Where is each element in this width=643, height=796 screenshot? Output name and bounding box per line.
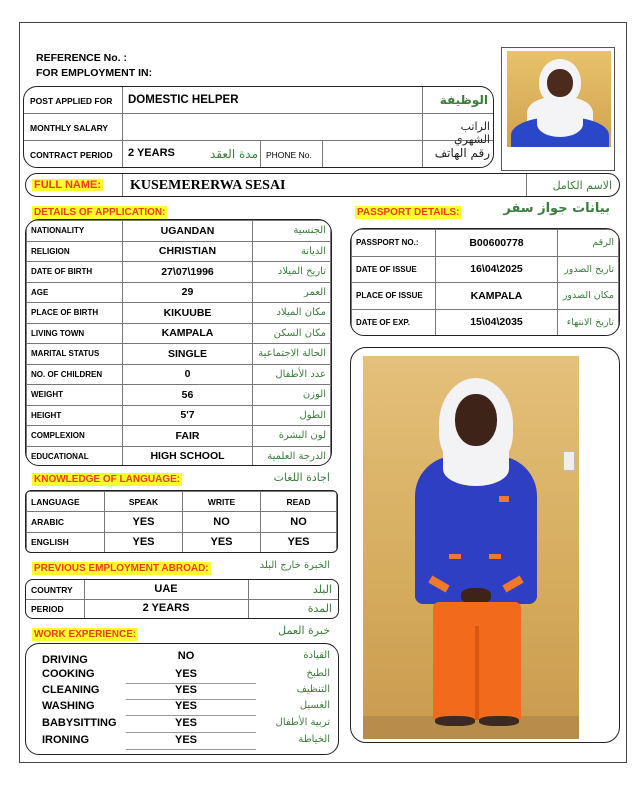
work-row-value: YES bbox=[174, 717, 197, 729]
period-value: 2 YEARS bbox=[142, 602, 190, 614]
application-form bbox=[19, 22, 627, 763]
passport-row-value: KAMPALA bbox=[436, 283, 558, 310]
application-row-label: LIVING TOWN bbox=[27, 323, 123, 344]
salary-ar: الراتب الشهري bbox=[454, 120, 490, 146]
language-write-cell: NO bbox=[183, 512, 261, 533]
full-photo bbox=[363, 356, 579, 739]
work-row-label: BABYSITTING bbox=[42, 717, 117, 729]
work-row-value: NO bbox=[177, 650, 195, 662]
application-row-value: KIKUUBE bbox=[123, 303, 253, 324]
language-speak-cell: YES bbox=[105, 512, 183, 533]
application-row-label: EDUCATIONAL bbox=[27, 446, 123, 466]
language-read-cell: YES bbox=[261, 532, 337, 553]
work-row-label: COOKING bbox=[42, 668, 95, 680]
application-row bbox=[27, 241, 331, 262]
work-row-label: DRIVING bbox=[42, 654, 88, 666]
language-speak-cell: YES bbox=[105, 532, 183, 553]
application-row bbox=[27, 282, 331, 303]
work-table bbox=[25, 643, 339, 755]
application-row-value: FAIR bbox=[123, 426, 253, 447]
work-row-divider bbox=[126, 732, 256, 733]
work-row-ar: الخياطة bbox=[298, 734, 330, 745]
country-value: UAE bbox=[154, 583, 178, 595]
full-name-ar: الاسم الكامل bbox=[552, 179, 612, 192]
language-header-cell: LANGUAGE bbox=[27, 492, 105, 512]
passport-row-label: DATE OF ISSUE bbox=[352, 256, 436, 283]
language-title: KNOWLEDGE OF LANGUAGE: bbox=[34, 474, 181, 485]
passport-title: PASSPORT DETAILS: bbox=[357, 207, 460, 218]
application-row-label: PLACE OF BIRTH bbox=[27, 303, 123, 324]
full-name-value: KUSEMERERWA SESAI bbox=[130, 178, 286, 193]
application-row-value: 0 bbox=[123, 364, 253, 385]
work-row-value: YES bbox=[174, 700, 197, 712]
application-row-ar: الديانة bbox=[253, 241, 331, 262]
work-row bbox=[26, 684, 338, 700]
application-row-ar: تاريخ الميلاد bbox=[253, 262, 331, 283]
application-row-label: HEIGHT bbox=[27, 405, 123, 426]
work-row-ar: تربية الأطفال bbox=[275, 717, 330, 728]
work-row-divider bbox=[126, 715, 256, 716]
application-row-label: RELIGION bbox=[27, 241, 123, 262]
work-row-label: IRONING bbox=[42, 734, 90, 746]
headshot-photo bbox=[507, 51, 611, 147]
application-row-ar: مكان الميلاد bbox=[253, 303, 331, 324]
period-ar: المدة bbox=[307, 602, 332, 615]
application-row bbox=[27, 221, 331, 242]
passport-row-ar: مكان الصدور bbox=[558, 283, 619, 310]
application-row bbox=[27, 446, 331, 466]
passport-row-label: DATE OF EXP. bbox=[352, 309, 436, 336]
full-photo-frame bbox=[350, 347, 620, 743]
application-row-value: 29 bbox=[123, 282, 253, 303]
language-title-ar: اجادة اللغات bbox=[273, 471, 330, 484]
passport-row-ar: تاريخ الصدور bbox=[558, 256, 619, 283]
passport-row bbox=[352, 230, 619, 257]
work-title: WORK EXPERIENCE: bbox=[34, 629, 137, 640]
work-row bbox=[26, 668, 338, 684]
work-row-divider bbox=[126, 749, 256, 750]
passport-row-ar: الرقم bbox=[558, 230, 619, 257]
application-row bbox=[27, 426, 331, 447]
passport-row bbox=[352, 309, 619, 336]
application-title: DETAILS OF APPLICATION: bbox=[34, 207, 166, 218]
application-row-ar: عدد الأطفال bbox=[253, 364, 331, 385]
application-row bbox=[27, 385, 331, 406]
period-label: PERIOD bbox=[31, 604, 64, 614]
application-row bbox=[27, 344, 331, 365]
language-table bbox=[25, 490, 338, 553]
post-value: DOMESTIC HELPER bbox=[128, 94, 239, 106]
contract-ar: مدة العقد bbox=[210, 147, 258, 161]
passport-row-value: 16\04\2025 bbox=[436, 256, 558, 283]
language-language-cell: ARABIC bbox=[27, 512, 105, 533]
application-row bbox=[27, 405, 331, 426]
previous-title-ar: الخبرة خارج البلد bbox=[259, 560, 330, 571]
country-label: COUNTRY bbox=[31, 585, 73, 595]
application-row-label: WEIGHT bbox=[27, 385, 123, 406]
passport-title-ar: بيانات جواز سفر bbox=[503, 201, 610, 216]
phone-ar: رقم الهاتف bbox=[434, 146, 490, 160]
contract-label: CONTRACT PERIOD bbox=[30, 150, 113, 160]
passport-row-value: 15\04\2035 bbox=[436, 309, 558, 336]
phone-label: PHONE No. bbox=[266, 150, 312, 160]
application-table bbox=[25, 219, 332, 466]
language-header-cell: READ bbox=[261, 492, 337, 512]
language-read-cell: NO bbox=[261, 512, 337, 533]
application-row-value: UGANDAN bbox=[123, 221, 253, 242]
passport-row-label: PLACE OF ISSUE bbox=[352, 283, 436, 310]
passport-row-ar: تاريخ الانتهاء bbox=[558, 309, 619, 336]
headshot-frame bbox=[501, 47, 615, 171]
passport-table bbox=[350, 228, 620, 336]
language-write-cell: YES bbox=[183, 532, 261, 553]
full-name-label: FULL NAME: bbox=[34, 179, 102, 191]
passport-row-value: B00600778 bbox=[436, 230, 558, 257]
full-name-block bbox=[25, 173, 620, 197]
contract-value: 2 YEARS bbox=[128, 147, 175, 159]
application-row-value: HIGH SCHOOL bbox=[123, 446, 253, 466]
application-row-value: 5'7 bbox=[123, 405, 253, 426]
employment-label: FOR EMPLOYMENT IN: bbox=[36, 67, 153, 79]
reference-label: REFERENCE No. : bbox=[36, 52, 128, 64]
reference-block bbox=[36, 51, 152, 81]
application-row-label: NATIONALITY bbox=[27, 221, 123, 242]
application-row bbox=[27, 303, 331, 324]
work-row bbox=[26, 734, 338, 750]
application-row-value: SINGLE bbox=[123, 344, 253, 365]
work-row-value: YES bbox=[174, 684, 197, 696]
post-ar: الوظيفة bbox=[439, 93, 488, 107]
application-row-value: CHRISTIAN bbox=[123, 241, 253, 262]
application-row-label: DATE OF BIRTH bbox=[27, 262, 123, 283]
application-row-value: 27\07\1996 bbox=[123, 262, 253, 283]
application-row-value: 56 bbox=[123, 385, 253, 406]
work-row-label: WASHING bbox=[42, 700, 95, 712]
post-block bbox=[23, 86, 494, 168]
application-row bbox=[27, 262, 331, 283]
work-row-ar: الطبخ bbox=[306, 668, 330, 679]
application-row-ar: مكان السكن bbox=[253, 323, 331, 344]
application-row-label: MARITAL STATUS bbox=[27, 344, 123, 365]
work-row-ar: الغسيل bbox=[299, 700, 330, 711]
application-row-ar: الدرجة العلمية bbox=[253, 446, 331, 466]
language-row bbox=[27, 512, 337, 533]
work-row bbox=[26, 700, 338, 716]
application-row-label: COMPLEXION bbox=[27, 426, 123, 447]
application-row-ar: الوزن bbox=[253, 385, 331, 406]
work-row-value: YES bbox=[174, 734, 197, 746]
language-header-row bbox=[27, 492, 337, 512]
post-label: POST APPLIED FOR bbox=[30, 96, 113, 106]
work-row-label: CLEANING bbox=[42, 684, 100, 696]
language-header-cell: SPEAK bbox=[105, 492, 183, 512]
work-row bbox=[26, 717, 338, 733]
application-row bbox=[27, 323, 331, 344]
application-row-ar: لون البشرة bbox=[253, 426, 331, 447]
application-row-value: KAMPALA bbox=[123, 323, 253, 344]
work-row-ar: التنظيف bbox=[296, 684, 330, 695]
work-row-value: YES bbox=[174, 668, 197, 680]
application-row-ar: العمر bbox=[253, 282, 331, 303]
application-row-ar: الطول bbox=[253, 405, 331, 426]
passport-row-label: PASSPORT NO.: bbox=[352, 230, 436, 257]
previous-title: PREVIOUS EMPLOYMENT ABROAD: bbox=[34, 563, 209, 574]
passport-row bbox=[352, 283, 619, 310]
application-row-ar: الجنسية bbox=[253, 221, 331, 242]
passport-row bbox=[352, 256, 619, 283]
country-ar: البلد bbox=[312, 583, 332, 596]
language-language-cell: ENGLISH bbox=[27, 532, 105, 553]
language-row bbox=[27, 532, 337, 553]
previous-table bbox=[25, 579, 339, 619]
work-row-ar: القيادة bbox=[303, 650, 330, 661]
salary-label: MONTHLY SALARY bbox=[30, 123, 109, 133]
application-row bbox=[27, 364, 331, 385]
application-row-ar: الحالة الاجتماعية bbox=[253, 344, 331, 365]
application-row-label: AGE bbox=[27, 282, 123, 303]
work-row bbox=[26, 650, 338, 666]
language-header-cell: WRITE bbox=[183, 492, 261, 512]
application-row-label: NO. OF CHILDREN bbox=[27, 364, 123, 385]
work-title-ar: خبرة العمل bbox=[278, 624, 330, 637]
